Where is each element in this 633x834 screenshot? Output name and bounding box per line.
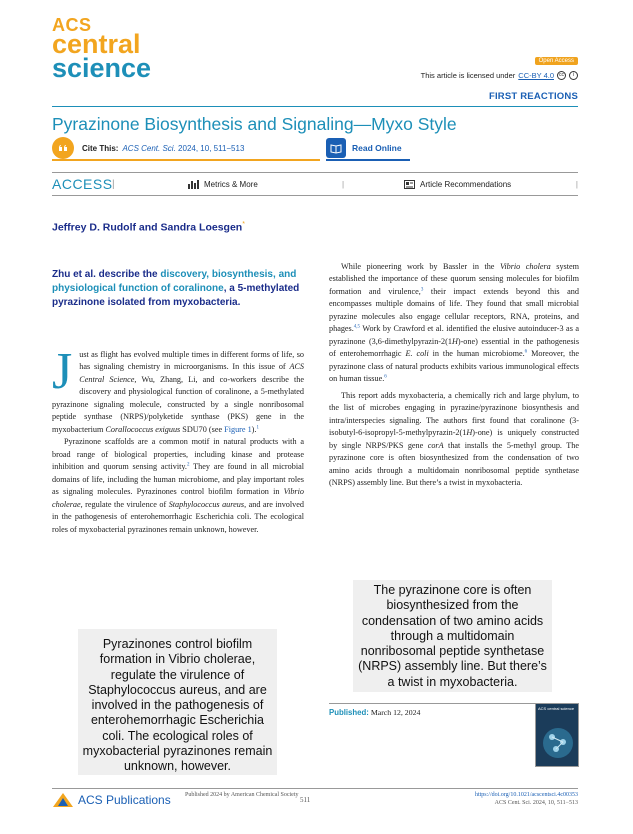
left-column xyxy=(52,343,305,536)
published-date: March 12, 2024 xyxy=(370,708,421,717)
text-run: that installs the 5-methyl group. The pyrazinone core is often biosynthesized from the condensation of two amino acids through a multidomain nonribosomal peptide synthetase (NRPS) assembly line. But there’s a twist in myxobacteria. xyxy=(329,440,579,487)
drop-cap: J xyxy=(52,343,73,400)
pull-quote-right: The pyrazinone core is often biosynthesized from the condensation of two amino acids through a multidomain nonribosomal peptide synthetase (NRPS) assembly line. But there’s a twist in myxobacteria. xyxy=(353,580,552,692)
citation-link[interactable]: 3 xyxy=(420,287,424,293)
by-icon: i xyxy=(569,71,578,80)
text-run: They are found in all microbial domains of life, including the human microbiome, and play important roles as signaling molecules. Pyrazinones control biofilm formation in xyxy=(52,462,305,497)
author-names: Jeffrey D. Rudolf and Sandra Loesgen xyxy=(52,221,243,234)
author-list xyxy=(52,221,245,234)
cc-icon: cc xyxy=(559,72,564,78)
body-paragraph xyxy=(52,436,304,536)
text-run: E. coli xyxy=(405,349,429,359)
cite-details: 2024, 10, 511−513 xyxy=(178,143,245,153)
text-run: Work by Crawford et al. identified the elusive autoinducer-3 as a pyrazinone (3,6-dimethylpyrazin-2(1 xyxy=(329,324,579,346)
text-run: , Wu, Zhang, Li, and co-workers describe the discovery and physiological function of coralinone, a 5-methylated pyrazinone signaling molecule, constructed by a single nonribosomal peptide synthase (NRPS)/polyketide synthase (PKS) gene in the myxobacterium xyxy=(52,374,304,434)
citation-link[interactable]: 6 xyxy=(524,349,528,355)
text-run: Pyrazinone scaffolds are a common motif in natural products with a broad range of biological properties, including kinase and protease inhibition and quorum sensing activity. xyxy=(52,437,304,472)
text-run: ust as flight has evolved multiple times in different forms of life, so has signaling chemistry in microorganisms. In this issue of xyxy=(79,350,304,372)
page-number: 511 xyxy=(300,796,311,804)
text-run: SDU70 (see xyxy=(180,424,225,434)
article-recommend-icon xyxy=(404,180,415,189)
right-column xyxy=(329,261,579,489)
quote-icon xyxy=(52,137,74,159)
footer-doi xyxy=(448,792,578,808)
footer-citation: ACS Cent. Sci. 2024, 10, 511−513 xyxy=(494,799,578,806)
text-run: Vibrio cholerae xyxy=(52,487,304,509)
text-run: corA xyxy=(427,440,444,450)
journal-logo xyxy=(52,15,152,83)
text-run: ). xyxy=(251,424,257,434)
cover-line-2: central xyxy=(547,706,560,711)
article-title: Pyrazinone Biosynthesis and Signaling—Myxo Style xyxy=(52,114,457,134)
cite-this-button[interactable] xyxy=(52,137,320,161)
citation-link[interactable]: 1 xyxy=(256,425,259,431)
text-run: their impact extends beyond this and encompasses multiple domains of life. They found that small microbial pyrazine molecules also engage cellular receptors, RNA, proteins, and phages. xyxy=(329,286,579,334)
summary-text-3: , a 5-methylated pyrazinone isolated from myxobacteria. xyxy=(52,283,300,309)
read-online-label: Read Online xyxy=(352,143,402,153)
figure-1-link[interactable]: Figure 1 xyxy=(224,424,252,434)
published-label: Published: xyxy=(329,708,369,717)
orcid-icon[interactable]: * xyxy=(242,221,245,228)
metrics-separator: | xyxy=(342,179,345,189)
text-run: While pioneering work by Bassler in the xyxy=(341,262,500,271)
summary-highlight-2: and physiological function of coralinone xyxy=(52,269,297,295)
summary-highlight-1: discovery, biosynthesis, xyxy=(160,269,276,280)
citation-link[interactable]: 2 xyxy=(186,462,190,468)
cite-journal: ACS Cent. Sci. xyxy=(122,143,176,153)
text-run: Corallococcus exiguus xyxy=(105,424,181,434)
citation-link[interactable]: 6 xyxy=(384,374,387,380)
logo-central: central xyxy=(52,29,141,60)
license-line xyxy=(421,71,578,80)
header-divider xyxy=(52,106,578,107)
recommendations-separator: | xyxy=(575,179,578,189)
access-separator: | xyxy=(112,178,115,190)
metrics-label: Metrics & More xyxy=(204,179,258,189)
publisher-name: ACS Publications xyxy=(78,793,171,807)
citation-link[interactable]: 4,5 xyxy=(353,324,361,330)
intro-paragraph xyxy=(52,343,304,436)
cover-line-3: science xyxy=(560,706,575,711)
acs-logo-icon xyxy=(52,792,74,808)
text-run: This report adds myxobacteria, a chemically rich and large phylum, to the list of microbes engaging in pyrazine/pyrazinone biosynthesis and intra/interspecies signaling. The authors first found that coralinone (3-isobutyl-6-isopropyl-5-methylpyrazin-2(1 xyxy=(329,390,579,438)
text-run: ACS Central Science xyxy=(79,362,304,384)
cover-title xyxy=(536,704,578,713)
section-label: FIRST REACTIONS xyxy=(488,91,578,102)
text-run: Vibrio cholera xyxy=(499,262,551,271)
logo-science: science xyxy=(52,52,152,83)
cover-art xyxy=(536,713,579,765)
summary-text-1: Zhu et al. describe the xyxy=(52,269,161,280)
open-access-badge: Open Access xyxy=(535,57,578,65)
text-run: in the human microbiome. xyxy=(428,349,525,359)
text-run: system established the importance of these quorum sensing molecules for biofilm formation and virulence, xyxy=(329,262,579,296)
text-run: Moreover, the pyrazinone class of natural products exhibits various immunological effects on human tissue. xyxy=(329,349,580,384)
published-line xyxy=(329,703,547,717)
body-paragraph xyxy=(329,390,579,490)
cite-label: Cite This: xyxy=(82,143,119,153)
summary-statement xyxy=(52,268,302,311)
license-text: This article is licensed under xyxy=(420,71,516,80)
access-label: ACCESS xyxy=(52,176,113,192)
recommendations-label: Article Recommendations xyxy=(420,179,512,189)
cite-reference[interactable] xyxy=(122,144,244,153)
body-paragraph xyxy=(329,261,579,386)
publisher-logo[interactable] xyxy=(52,792,171,808)
text-run: , and are involved in the pathogenesis of enterohemorrhagic Escherichia coli. The ecological roles of myxobacterial pyrazinones remain unknown, however. xyxy=(52,499,304,534)
text-run: H xyxy=(451,336,458,346)
doi-link[interactable]: https://doi.org/10.1021/acscentsci.4c00353 xyxy=(474,792,578,798)
text-run: , regulate the virulence of xyxy=(80,499,169,509)
pull-quote-left: Pyrazinones control biofilm formation in Vibrio cholerae, regulate the virulence of Staphylococcus aureus, and are involved in the pathogenesis of enterohemorrhagic Escherichia coli. The ecological roles of myxobacterial pyrazinones remain unknown, however. xyxy=(78,629,277,775)
logo-acs: ACS xyxy=(52,15,92,35)
cover-line-1: ACS xyxy=(538,706,547,711)
text-run: Staphylococcus aureus xyxy=(168,499,245,509)
footer-divider xyxy=(52,788,578,789)
text-run: )-one) essential in the pathogenesis of enterohemorrhagic xyxy=(329,336,580,359)
text-run: H xyxy=(466,428,473,438)
recommendations-link[interactable] xyxy=(404,180,511,189)
metrics-link[interactable] xyxy=(188,180,258,189)
read-online-button[interactable] xyxy=(326,137,410,161)
read-icon xyxy=(326,138,346,158)
access-bar xyxy=(52,172,578,196)
issue-cover-thumbnail[interactable] xyxy=(535,703,579,767)
license-link[interactable]: CC-BY 4.0 xyxy=(518,71,554,80)
bar-chart-icon xyxy=(188,180,199,189)
text-run: )-one) is uniquely constructed by single NRPS/PKS gene xyxy=(329,428,579,450)
footer-copyright: Published 2024 by American Chemical Society xyxy=(185,792,299,798)
